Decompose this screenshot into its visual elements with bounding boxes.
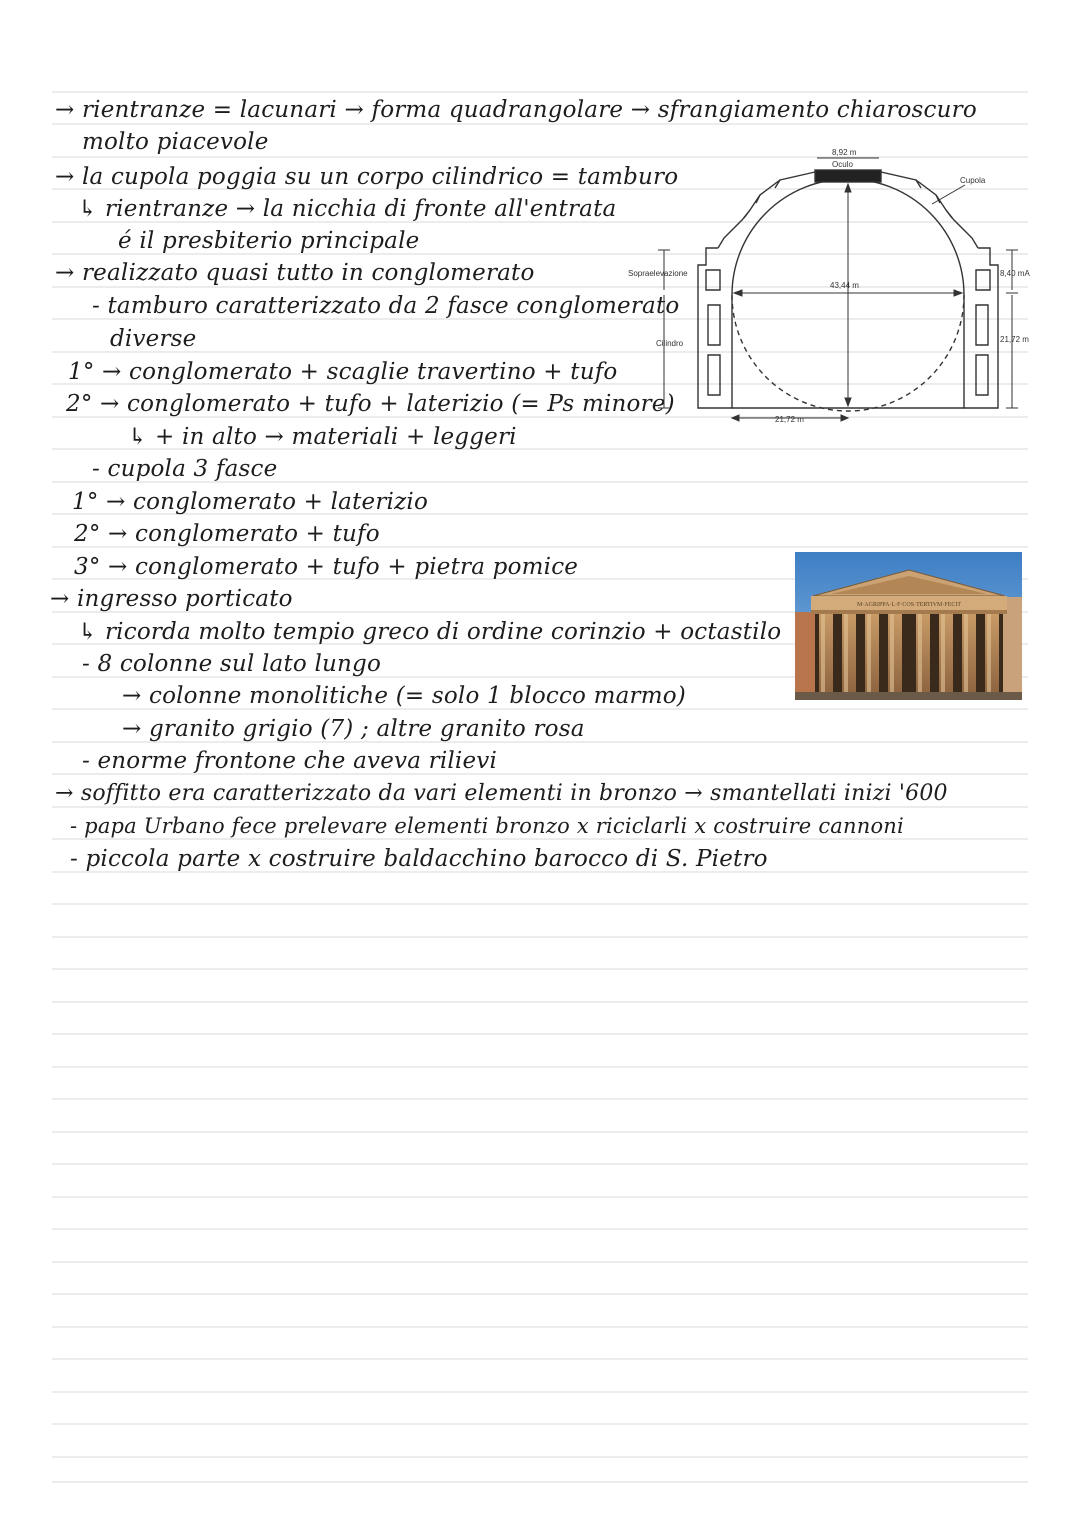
note-line-2: molto piacevole (82, 129, 269, 155)
label-cilindro: Cilindro (656, 339, 684, 348)
note-line-5: é il presbiterio principale (118, 228, 420, 254)
label-altezza-sopra: 8,40 mA (1000, 269, 1030, 278)
note-line-13: 1° → conglomerato + laterizio (72, 489, 428, 515)
label-altezza-cilindro: 21,72 m (1000, 335, 1029, 344)
pantheon-section-diagram (620, 140, 1040, 440)
pantheon-portico-photo (795, 552, 1022, 700)
label-oculo-width: 8,92 m (832, 148, 857, 157)
label-sopraelevazione: Sopraelevazione (628, 269, 688, 278)
note-line-1: → rientranze = lacunari → forma quadrangolare → sfrangiamento chiaroscuro (55, 97, 977, 123)
note-line-16: → ingresso porticato (50, 586, 293, 612)
note-line-15: 3° → conglomerato + tufo + pietra pomice (74, 554, 579, 580)
label-diametro: 43,44 m (830, 281, 859, 290)
note-line-11: ↳ + in alto → materiali + leggeri (128, 424, 517, 450)
note-line-3: → la cupola poggia su un corpo cilindrico = tamburo (55, 164, 679, 190)
note-line-24: - piccola parte x costruire baldacchino barocco di S. Pietro (70, 846, 768, 872)
note-line-8: diverse (110, 326, 197, 352)
note-line-6: → realizzato quasi tutto in conglomerato (55, 260, 535, 286)
note-line-20: → granito grigio (7) ; altre granito rosa (122, 716, 585, 742)
note-line-21: - enorme frontone che aveva rilievi (82, 748, 498, 774)
note-line-18: - 8 colonne sul lato lungo (82, 651, 382, 677)
note-line-22: → soffitto era caratterizzato da vari elementi in bronzo → smantellati inizi '600 (55, 781, 948, 806)
note-line-4: ↳ rientranze → la nicchia di fronte all'entrata (78, 196, 617, 222)
note-line-14: 2° → conglomerato + tufo (74, 521, 380, 547)
label-raggio-base: 21,72 m (775, 415, 804, 424)
label-oculo: Oculo (832, 160, 853, 169)
note-line-17: ↳ ricorda molto tempio greco di ordine corinzio + octastilo (78, 619, 782, 645)
label-cupola: Cupola (960, 176, 986, 185)
note-line-10: 2° → conglomerato + tufo + laterizio (= Ps minore) (66, 391, 675, 417)
note-line-12: - cupola 3 fasce (92, 456, 278, 482)
note-line-7: - tamburo caratterizzato da 2 fasce conglomerato (92, 293, 680, 319)
note-line-19: → colonne monolitiche (= solo 1 blocco marmo) (122, 683, 686, 709)
note-line-23: - papa Urbano fece prelevare elementi bronzo x riciclarli x costruire cannoni (70, 814, 904, 838)
portico-inscription: M·AGRIPPA·L·F·COS·TERTIVM·FECIT (856, 602, 962, 608)
note-line-9: 1° → conglomerato + scaglie travertino + tufo (68, 359, 618, 385)
